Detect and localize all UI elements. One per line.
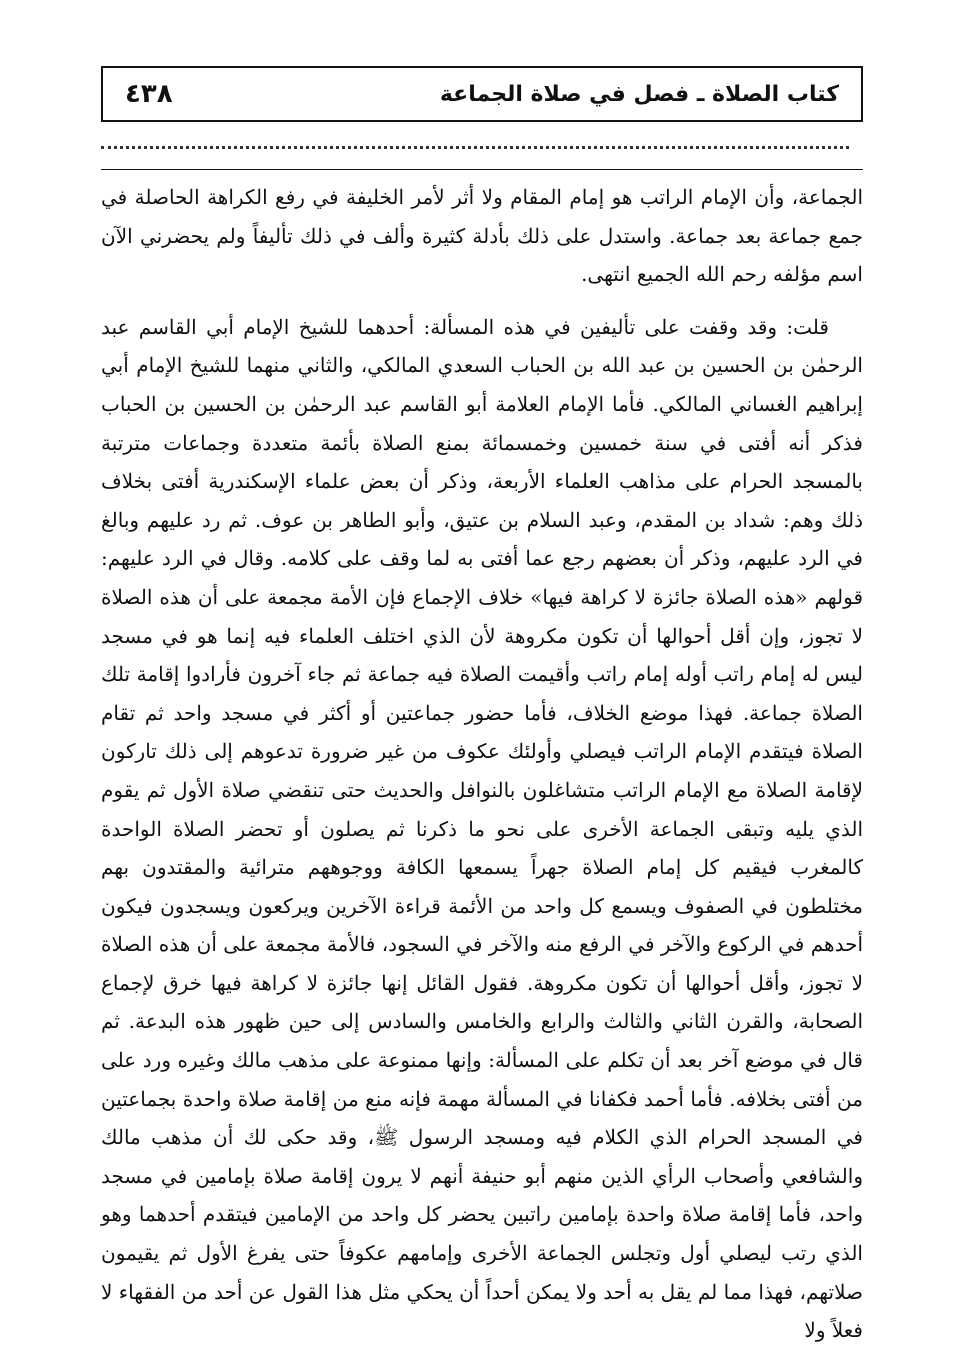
running-title: كتاب الصلاة ـ فصل في صلاة الجماعة <box>439 81 839 107</box>
body-text <box>101 178 863 1350</box>
solid-divider <box>101 169 863 170</box>
dotted-divider <box>101 146 849 149</box>
page-header <box>101 66 863 122</box>
paragraph-main: قلت: وقد وقفت على تأليفين في هذه المسألة: أحدهما للشيخ الإمام أبي القاسم عبد الرحمٰن بن الحسين بن عبد الله بن الحباب السعدي المالكي، والثاني منهما للشيخ الإمام أبي إبراهيم الغساني المالكي. فأما الإمام العلامة أبو القاسم عبد الرحمٰن بن الحسين بن الحباب فذكر أنه أفتى في سنة خمسين وخمسمائة بمنع الصلاة بأئمة متعددة وجماعات مترتبة بالمسجد الحرام على مذاهب العلماء الأربعة، وذكر أن بعض علماء الإسكندرية أفتى بخلاف ذلك وهم: شداد بن المقدم، وعبد السلام بن عتيق، وأبو الطاهر بن عوف. ثم رد عليهم وبالغ في الرد عليهم، وذكر أن بعضهم رجع عما أفتى به لما وقف على كلامه. وقال في الرد عليهم: قولهم «هذه الصلاة جائزة لا كراهة فيها» خلاف الإجماع فإن الأمة مجمعة على أن هذه الصلاة لا تجوز، وإن أقل أحوالها أن تكون مكروهة لأن الذي اختلف العلماء فيه إنما هو في مسجد ليس له إمام راتب أوله إمام راتب وأقيمت الصلاة فيه جماعة ثم جاء آخرون فأرادوا إقامة تلك الصلاة جماعة. فهذا موضع الخلاف، فأما حضور جماعتين أو أكثر في مسجد واحد ثم تقام الصلاة فيتقدم الإمام الراتب فيصلي وأولئك عكوف من غير ضرورة تدعوهم إلى ذلك تاركون لإقامة الصلاة مع الإمام الراتب متشاغلون بالنوافل والحديث حتى تنقضي صلاة الأول ثم يقوم الذي يليه وتبقى الجماعة الأخرى على نحو ما ذكرنا ثم يصلون أو تحضر الصلاة الواحدة كالمغرب فيقيم كل إمام الصلاة جهراً يسمعها الكافة ووجوههم مترائية والمقتدون بهم مختلطون في الصفوف ويسمع كل واحد من الأئمة قراءة الآخرين ويركعون ويسجدون فيكون أحدهم في الركوع والآخر في الرفع منه والآخر في السجود، فالأمة مجمعة على أن هذه الصلاة لا تجوز، وأقل أحوالها أن تكون مكروهة. فقول القائل إنها جائزة لا كراهة فيها خرق لإجماع الصحابة، والقرن الثاني والثالث والرابع والخامس والسادس إلى حين ظهور هذه البدعة. ثم قال في موضع آخر بعد أن تكلم على المسألة: وإنها ممنوعة على مذهب مالك وغيره ورد على من أفتى بخلافه. فأما أحمد فكفانا في المسألة مهمة فإنه منع من إقامة صلاة واحدة بجماعتين في المسجد الحرام الذي الكلام فيه ومسجد الرسول ﷺ، وقد حكى لك أن مذهب مالك والشافعي وأصحاب الرأي الذين منهم أبو حنيفة أنهم لا يرون إقامة صلاة بإمامين في مسجد واحد، فأما إقامة صلاة واحدة بإمامين راتبين يحضر كل واحد من الإمامين فيتقدم أحدهما وهو الذي رتب ليصلي أول وتجلس الجماعة الأخرى وإمامهم عكوفاً حتى يفرغ الأول ثم يقيمون صلاتهم، فهذا مما لم يقل به أحد ولا يمكن أحداً أن يحكي مثل هذا القول عن أحد من الفقهاء لا فعلاً ولا <box>101 314 863 1343</box>
paragraph-continuation: الجماعة، وأن الإمام الراتب هو إمام المقام ولا أثر لأمر الخليفة في رفع الكراهة الحاصلة في جمع جماعة بعد جماعة. واستدل على ذلك بأدلة كثيرة وألف في ذلك تأليفاً ولم يحضرني الآن اسم مؤلفه رحم الله الجميع انتهى. <box>101 185 863 287</box>
page-number: ٤٣٨ <box>125 79 173 109</box>
